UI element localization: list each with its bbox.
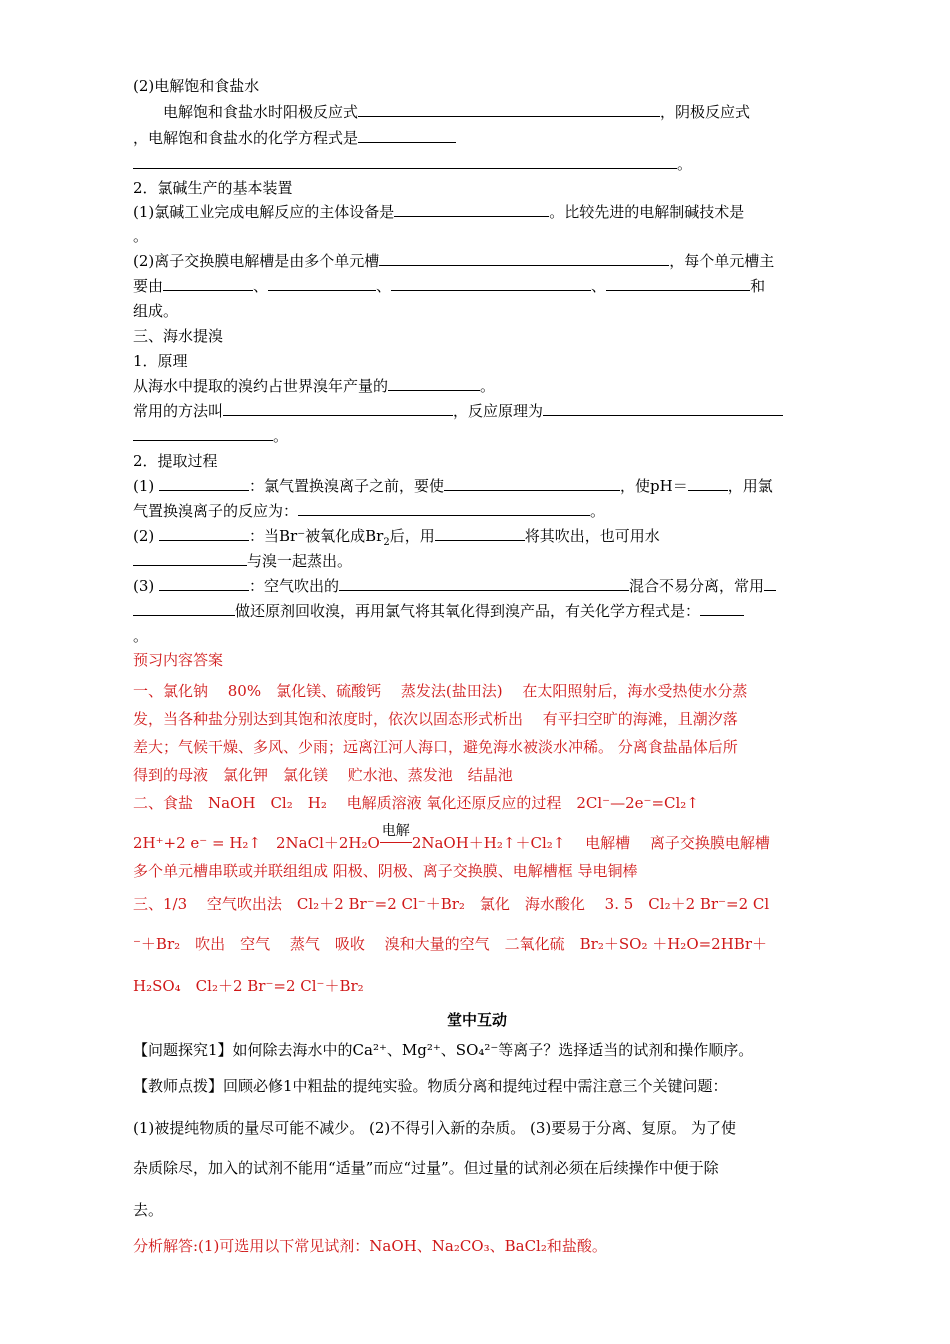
answer-blank[interactable]: [543, 401, 783, 416]
heading-bromine-extraction: 三、海水提溴: [133, 327, 224, 345]
answer-line: 三、1/3 空气吹出法 Cl₂＋2 Br⁻=2 Cl⁻＋Br₂ 氯化 海水酸化 3. 5 Cl₂＋2 Br⁻=2 Cl: [133, 895, 770, 913]
answer-line: 一、氯化钠 80% 氯化镁、硫酸钙 蒸发法(盐田法) 在太阳照射后，海水受热使水分蒸: [133, 682, 748, 700]
answer-line: 差大；气候干燥、多风、少雨；远离江河人海口，避免海水被淡水冲稀。 分离食盐晶体后所: [133, 738, 738, 756]
answer-line: ⁻＋Br₂ 吹出 空气 蒸气 吸收 溴和大量的空气 二氧化硫 Br₂＋SO₂ ＋H₂O=2HBr＋: [133, 935, 768, 953]
text-line: 。: [133, 154, 692, 174]
text-line: 组成。: [133, 302, 179, 320]
answer-blank[interactable]: [444, 476, 620, 491]
text-line: (1)氯碱工业完成电解反应的主体设备是 。比较先进的电解制碱技术是: [133, 203, 745, 221]
text-line: (3) ：空气吹出的 混合不易分离，常用: [133, 576, 776, 596]
answer-blank[interactable]: [764, 576, 776, 591]
answer-line: 二、食盐 NaOH Cl₂ H₂ 电解质溶液 氧化还原反应的过程 2Cl⁻—2e⁻=Cl₂↑: [133, 794, 699, 812]
answer-blank[interactable]: [688, 476, 728, 491]
text-line: 。: [133, 426, 288, 446]
answer-blank[interactable]: [391, 276, 591, 291]
answer-blank[interactable]: [606, 276, 750, 291]
answer-blank[interactable]: [379, 251, 669, 266]
answer-blank[interactable]: [163, 276, 253, 291]
text-line: (2) ：当Br⁻被氧化成$Br_2$后，用 将其吹出，也可用水: [133, 527, 660, 548]
subheading-chlor-alkali-device: 2．氯碱生产的基本装置: [133, 179, 293, 197]
answer-blank[interactable]: [133, 551, 247, 566]
teacher-tip-line: 【教师点拨】回顾必修1中粗盐的提纯实验。物质分离和提纯过程中需注意三个关键问题：: [133, 1077, 728, 1095]
answer-line: 2H⁺+2 e⁻ = H₂↑ 2NaCl＋2H₂O 电解 2NaOH＋H₂↑＋Cl₂↑ 电解槽 离子交换膜电解槽: [133, 823, 770, 852]
answer-blank[interactable]: [339, 576, 629, 591]
subheading-electrolysis-brine: (2)电解饱和食盐水: [133, 77, 260, 95]
section-title-interaction: 堂中互动: [446, 1011, 507, 1029]
answer-blank[interactable]: [133, 154, 677, 169]
text-line: 从海水中提取的溴约占世界溴年产量的 。: [133, 377, 496, 395]
subheading-principle: 1．原理: [133, 352, 188, 370]
subheading-extraction-process: 2．提取过程: [133, 452, 218, 470]
question-line: 【问题探究1】如何除去海水中的Ca²⁺、Mg²⁺、SO₄²⁻等离子？选择适当的试剂和操作顺序。: [133, 1041, 754, 1059]
text-line: 。: [133, 627, 149, 645]
text-line: ，电解饱和食盐水的化学方程式是: [133, 128, 456, 148]
answer-blank[interactable]: [435, 526, 525, 541]
teacher-tip-line: 去。: [133, 1201, 164, 1219]
answer-blank[interactable]: [358, 128, 456, 143]
text-line: 与溴一起蒸出。: [133, 551, 352, 571]
answer-blank[interactable]: [159, 476, 249, 491]
answer-line: H₂SO₄ Cl₂＋2 Br⁻=2 Cl⁻＋Br₂: [133, 977, 364, 995]
answer-line: 多个单元槽串联或并联组组成 阳极、阴极、离子交换膜、电解槽框 导电铜棒: [133, 862, 638, 880]
answer-blank[interactable]: [159, 526, 249, 541]
text-line: 做还原剂回收溴，再用氯气将其氧化得到溴产品，有关化学方程式是：: [133, 601, 744, 621]
analysis-answer-line: 分析解答:(1)可选用以下常见试剂：NaOH、Na₂CO₃、BaCl₂和盐酸。: [133, 1237, 607, 1255]
answer-blank[interactable]: [159, 576, 249, 591]
text-line: 气置换溴离子的反应为： 。: [133, 502, 606, 520]
answer-blank[interactable]: [394, 202, 549, 217]
answer-blank[interactable]: [298, 501, 590, 516]
answer-blank[interactable]: [388, 376, 480, 391]
answer-line: 得到的母液 氯化钾 氯化镁 贮水池、蒸发池 结晶池: [133, 766, 513, 784]
teacher-tip-line: 杂质除尽，加入的试剂不能用“适量”而应“过量”。但过量的试剂必须在后续操作中便于除: [133, 1159, 719, 1177]
answer-blank[interactable]: [358, 102, 660, 117]
text-line: (1) ：氯气置换溴离子之前，要使 ，使pH＝ ，用氯: [133, 477, 773, 495]
answer-blank[interactable]: [133, 601, 235, 616]
teacher-tip-line: (1)被提纯物质的量尽可能不减少。 (2)不得引入新的杂质。 (3)要易于分离、复原。 为了使: [133, 1119, 737, 1137]
answers-title: 预习内容答案: [133, 651, 224, 669]
text-line: 电解饱和食盐水时阳极反应式 ，阴极反应式: [163, 103, 751, 121]
answer-blank[interactable]: [223, 401, 453, 416]
answer-blank[interactable]: [700, 601, 744, 616]
answer-blank[interactable]: [268, 276, 376, 291]
text-line: 。: [133, 227, 149, 245]
text-line: 常用的方法叫 ，反应原理为: [133, 401, 783, 421]
electrolysis-condition: 电解: [380, 833, 412, 853]
text-line: 要由 、 、 、 和: [133, 277, 766, 295]
text-line: (2)离子交换膜电解槽是由多个单元槽 ，每个单元槽主: [133, 252, 775, 270]
answer-blank[interactable]: [133, 426, 273, 441]
answer-line: 发，当各种盐分别达到其饱和浓度时，依次以固态形式析出 有平扫空旷的海滩，且潮汐落: [133, 710, 738, 728]
